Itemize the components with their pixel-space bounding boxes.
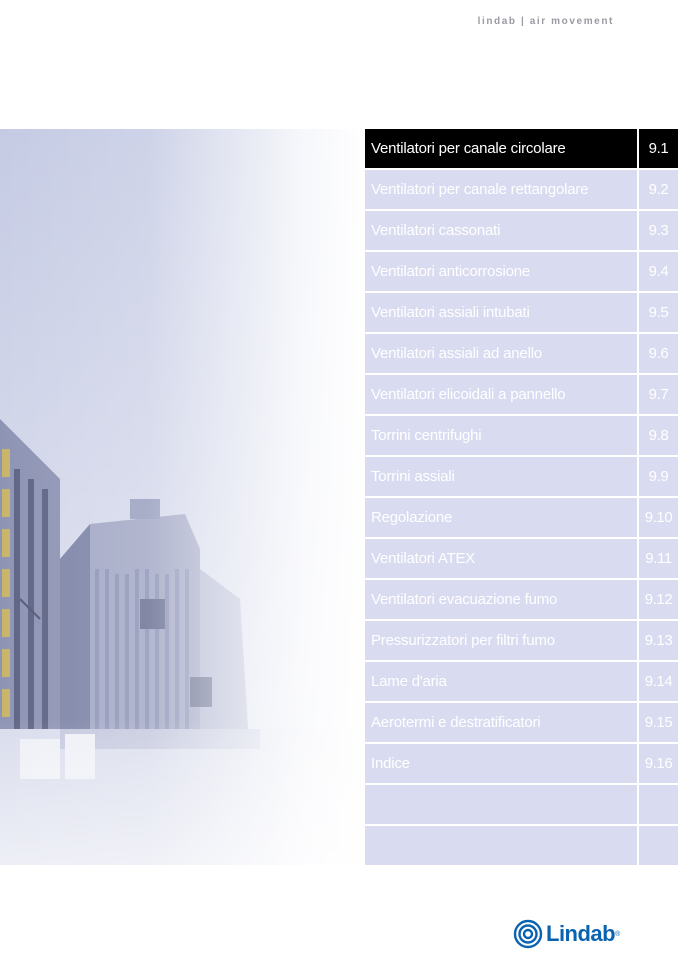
index-row[interactable] — [365, 293, 678, 332]
lindab-logo — [513, 919, 620, 949]
index-row-title — [365, 785, 637, 824]
chapter-index — [365, 129, 678, 865]
header-tagline: lindab | air movement — [477, 16, 614, 27]
lindab-logo-text: Lindab — [546, 921, 616, 946]
index-row-title: Ventilatori elicoidali a pannello — [365, 375, 637, 414]
index-row[interactable] — [365, 826, 678, 865]
index-row-number: 9.15 — [639, 703, 678, 742]
index-row[interactable] — [365, 621, 678, 660]
index-row[interactable] — [365, 703, 678, 742]
index-row-title: Ventilatori per canale circolare — [365, 129, 637, 168]
index-row-number: 9.7 — [639, 375, 678, 414]
index-row-number: 9.4 — [639, 252, 678, 291]
index-row-title: Torrini assiali — [365, 457, 637, 496]
index-row-number: 9.12 — [639, 580, 678, 619]
registered-mark: ® — [615, 930, 621, 938]
index-row-title: Regolazione — [365, 498, 637, 537]
index-row-number: 9.3 — [639, 211, 678, 250]
index-row[interactable] — [365, 252, 678, 291]
index-row[interactable] — [365, 744, 678, 783]
index-row[interactable] — [365, 539, 678, 578]
index-row-number: 9.11 — [639, 539, 678, 578]
lindab-logo-icon — [513, 919, 543, 949]
index-row-title: Pressurizzatori per filtri fumo — [365, 621, 637, 660]
index-row-number: 9.1 — [639, 129, 678, 168]
index-row-number: 9.2 — [639, 170, 678, 209]
index-row-number: 9.13 — [639, 621, 678, 660]
index-row[interactable] — [365, 211, 678, 250]
index-row-title: Aerotermi e destratificatori — [365, 703, 637, 742]
index-row-title — [365, 826, 637, 865]
photo-bottom-fade — [0, 129, 370, 865]
index-row[interactable] — [365, 416, 678, 455]
index-row-title: Indice — [365, 744, 637, 783]
index-row-title: Ventilatori assiali ad anello — [365, 334, 637, 373]
index-row[interactable] — [365, 129, 678, 168]
building-photo — [0, 129, 370, 865]
index-row-title: Ventilatori per canale rettangolare — [365, 170, 637, 209]
index-row[interactable] — [365, 334, 678, 373]
index-row-number — [639, 826, 678, 865]
index-row-number — [639, 785, 678, 824]
index-row-number: 9.8 — [639, 416, 678, 455]
index-row-title: Ventilatori anticorrosione — [365, 252, 637, 291]
index-row-title: Ventilatori cassonati — [365, 211, 637, 250]
index-row-title: Ventilatori assiali intubati — [365, 293, 637, 332]
index-row[interactable] — [365, 170, 678, 209]
index-row[interactable] — [365, 457, 678, 496]
index-row[interactable] — [365, 375, 678, 414]
index-row-number: 9.10 — [639, 498, 678, 537]
index-row[interactable] — [365, 662, 678, 701]
index-row-number: 9.16 — [639, 744, 678, 783]
index-row[interactable] — [365, 498, 678, 537]
index-row-title: Lame d'aria — [365, 662, 637, 701]
index-row-number: 9.5 — [639, 293, 678, 332]
index-row-title: Ventilatori evacuazione fumo — [365, 580, 637, 619]
index-row-title: Torrini centrifughi — [365, 416, 637, 455]
index-row-title: Ventilatori ATEX — [365, 539, 637, 578]
index-row-number: 9.14 — [639, 662, 678, 701]
index-row[interactable] — [365, 580, 678, 619]
index-row-number: 9.9 — [639, 457, 678, 496]
index-row-number: 9.6 — [639, 334, 678, 373]
index-row[interactable] — [365, 785, 678, 824]
